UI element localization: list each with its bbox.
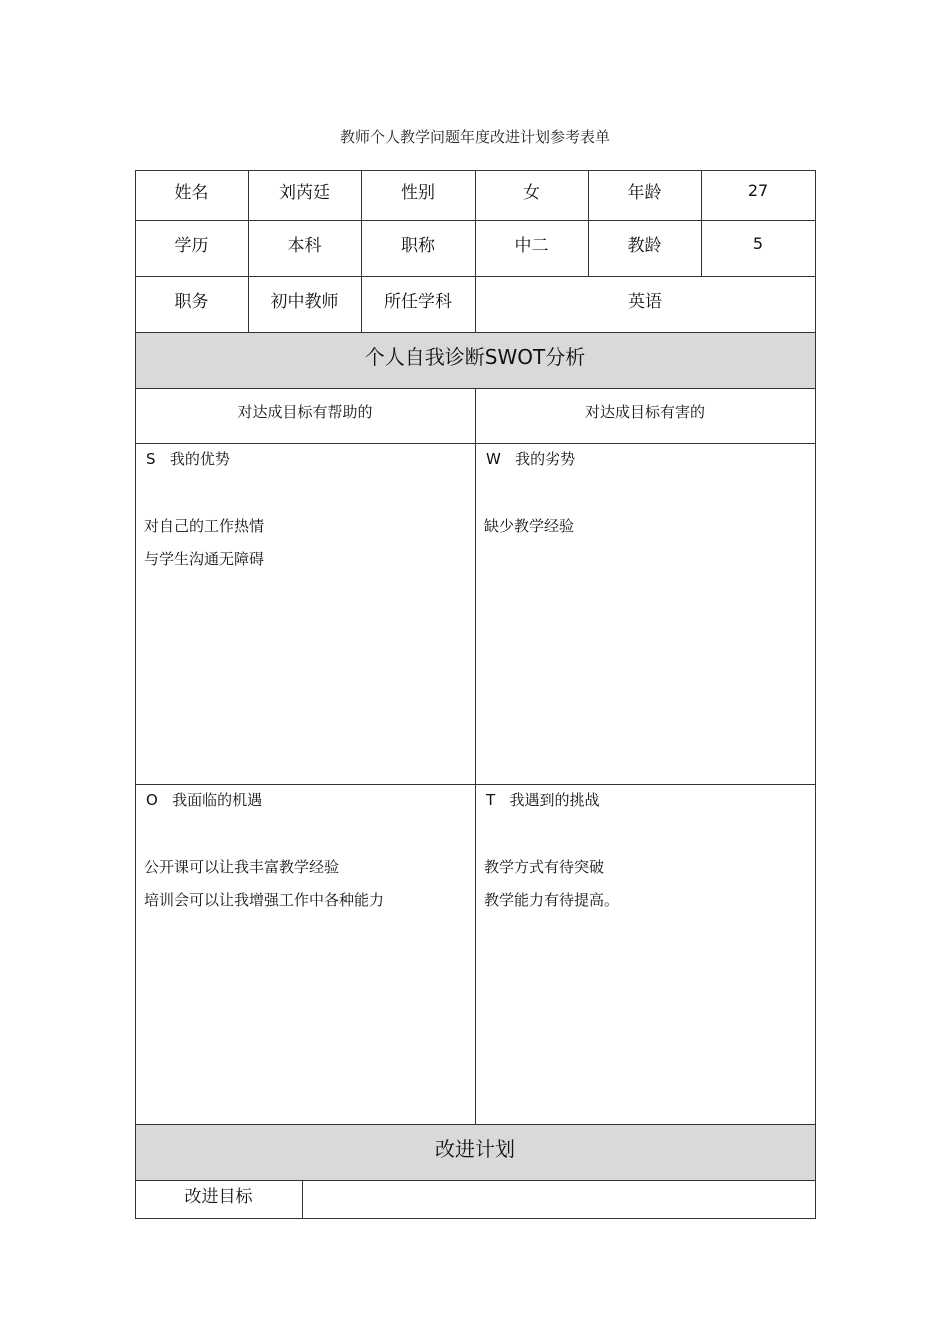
- opportunities-title: 我面临的机遇: [172, 791, 263, 809]
- table-border: [815, 170, 816, 1219]
- opportunities-heading: [146, 789, 262, 810]
- weaknesses-title: 我的劣势: [515, 450, 576, 468]
- strengths-title: 我的优势: [169, 450, 230, 468]
- harmful-label: 对达成目标有害的: [584, 403, 705, 421]
- weaknesses-quadrant: [475, 443, 815, 784]
- weaknesses-letter: W: [486, 450, 501, 468]
- threats-title: 我遇到的挑战: [509, 791, 600, 809]
- strengths-letter: S: [146, 450, 156, 468]
- age-label: 年龄: [627, 182, 662, 203]
- gender-value: 女: [523, 182, 540, 203]
- teaching-years-value: 5: [752, 234, 764, 253]
- gender-label: 性别: [401, 182, 435, 203]
- table-border: [135, 1218, 816, 1219]
- strengths-item: 对自己的工作热情: [144, 517, 265, 535]
- goal-value-field[interactable]: [303, 1181, 815, 1218]
- threats-heading: [486, 789, 600, 810]
- threats-item: 教学能力有待提高。: [484, 891, 620, 909]
- opportunities-letter: O: [146, 791, 158, 809]
- opportunities-item: 公开课可以让我丰富教学经验: [144, 858, 340, 876]
- document-title: 教师个人教学问题年度改进计划参考表单: [339, 128, 610, 146]
- position-label: 职务: [174, 292, 209, 312]
- weaknesses-item: 缺少教学经验: [484, 517, 575, 535]
- threats-letter: T: [486, 791, 496, 809]
- subject-value: 英语: [628, 292, 662, 312]
- title-label: 职称: [401, 236, 435, 256]
- threats-item: 教学方式有待突破: [484, 858, 605, 876]
- helpful-label: 对达成目标有帮助的: [237, 403, 373, 421]
- age-value: 27: [747, 180, 769, 200]
- education-label: 学历: [174, 236, 209, 256]
- strengths-heading: [146, 448, 230, 469]
- threats-quadrant: [475, 784, 815, 1124]
- strengths-item: 与学生沟通无障碍: [144, 550, 265, 568]
- swot-title: 个人自我诊断SWOT分析: [364, 344, 586, 369]
- name-value: 刘芮廷: [279, 182, 330, 203]
- strengths-quadrant: [135, 443, 475, 784]
- position-value: 初中教师: [270, 292, 339, 312]
- title-value: 中二: [514, 236, 549, 256]
- opportunities-item: 培训会可以让我增强工作中各种能力: [144, 891, 385, 909]
- teaching-years-label: 教龄: [627, 236, 662, 256]
- education-value: 本科: [287, 236, 322, 256]
- name-label: 姓名: [174, 182, 209, 203]
- goal-label: 改进目标: [184, 1186, 253, 1207]
- weaknesses-heading: [486, 448, 575, 469]
- plan-title: 改进计划: [435, 1136, 515, 1161]
- subject-label: 所任学科: [384, 292, 452, 312]
- opportunities-quadrant: [135, 784, 475, 1124]
